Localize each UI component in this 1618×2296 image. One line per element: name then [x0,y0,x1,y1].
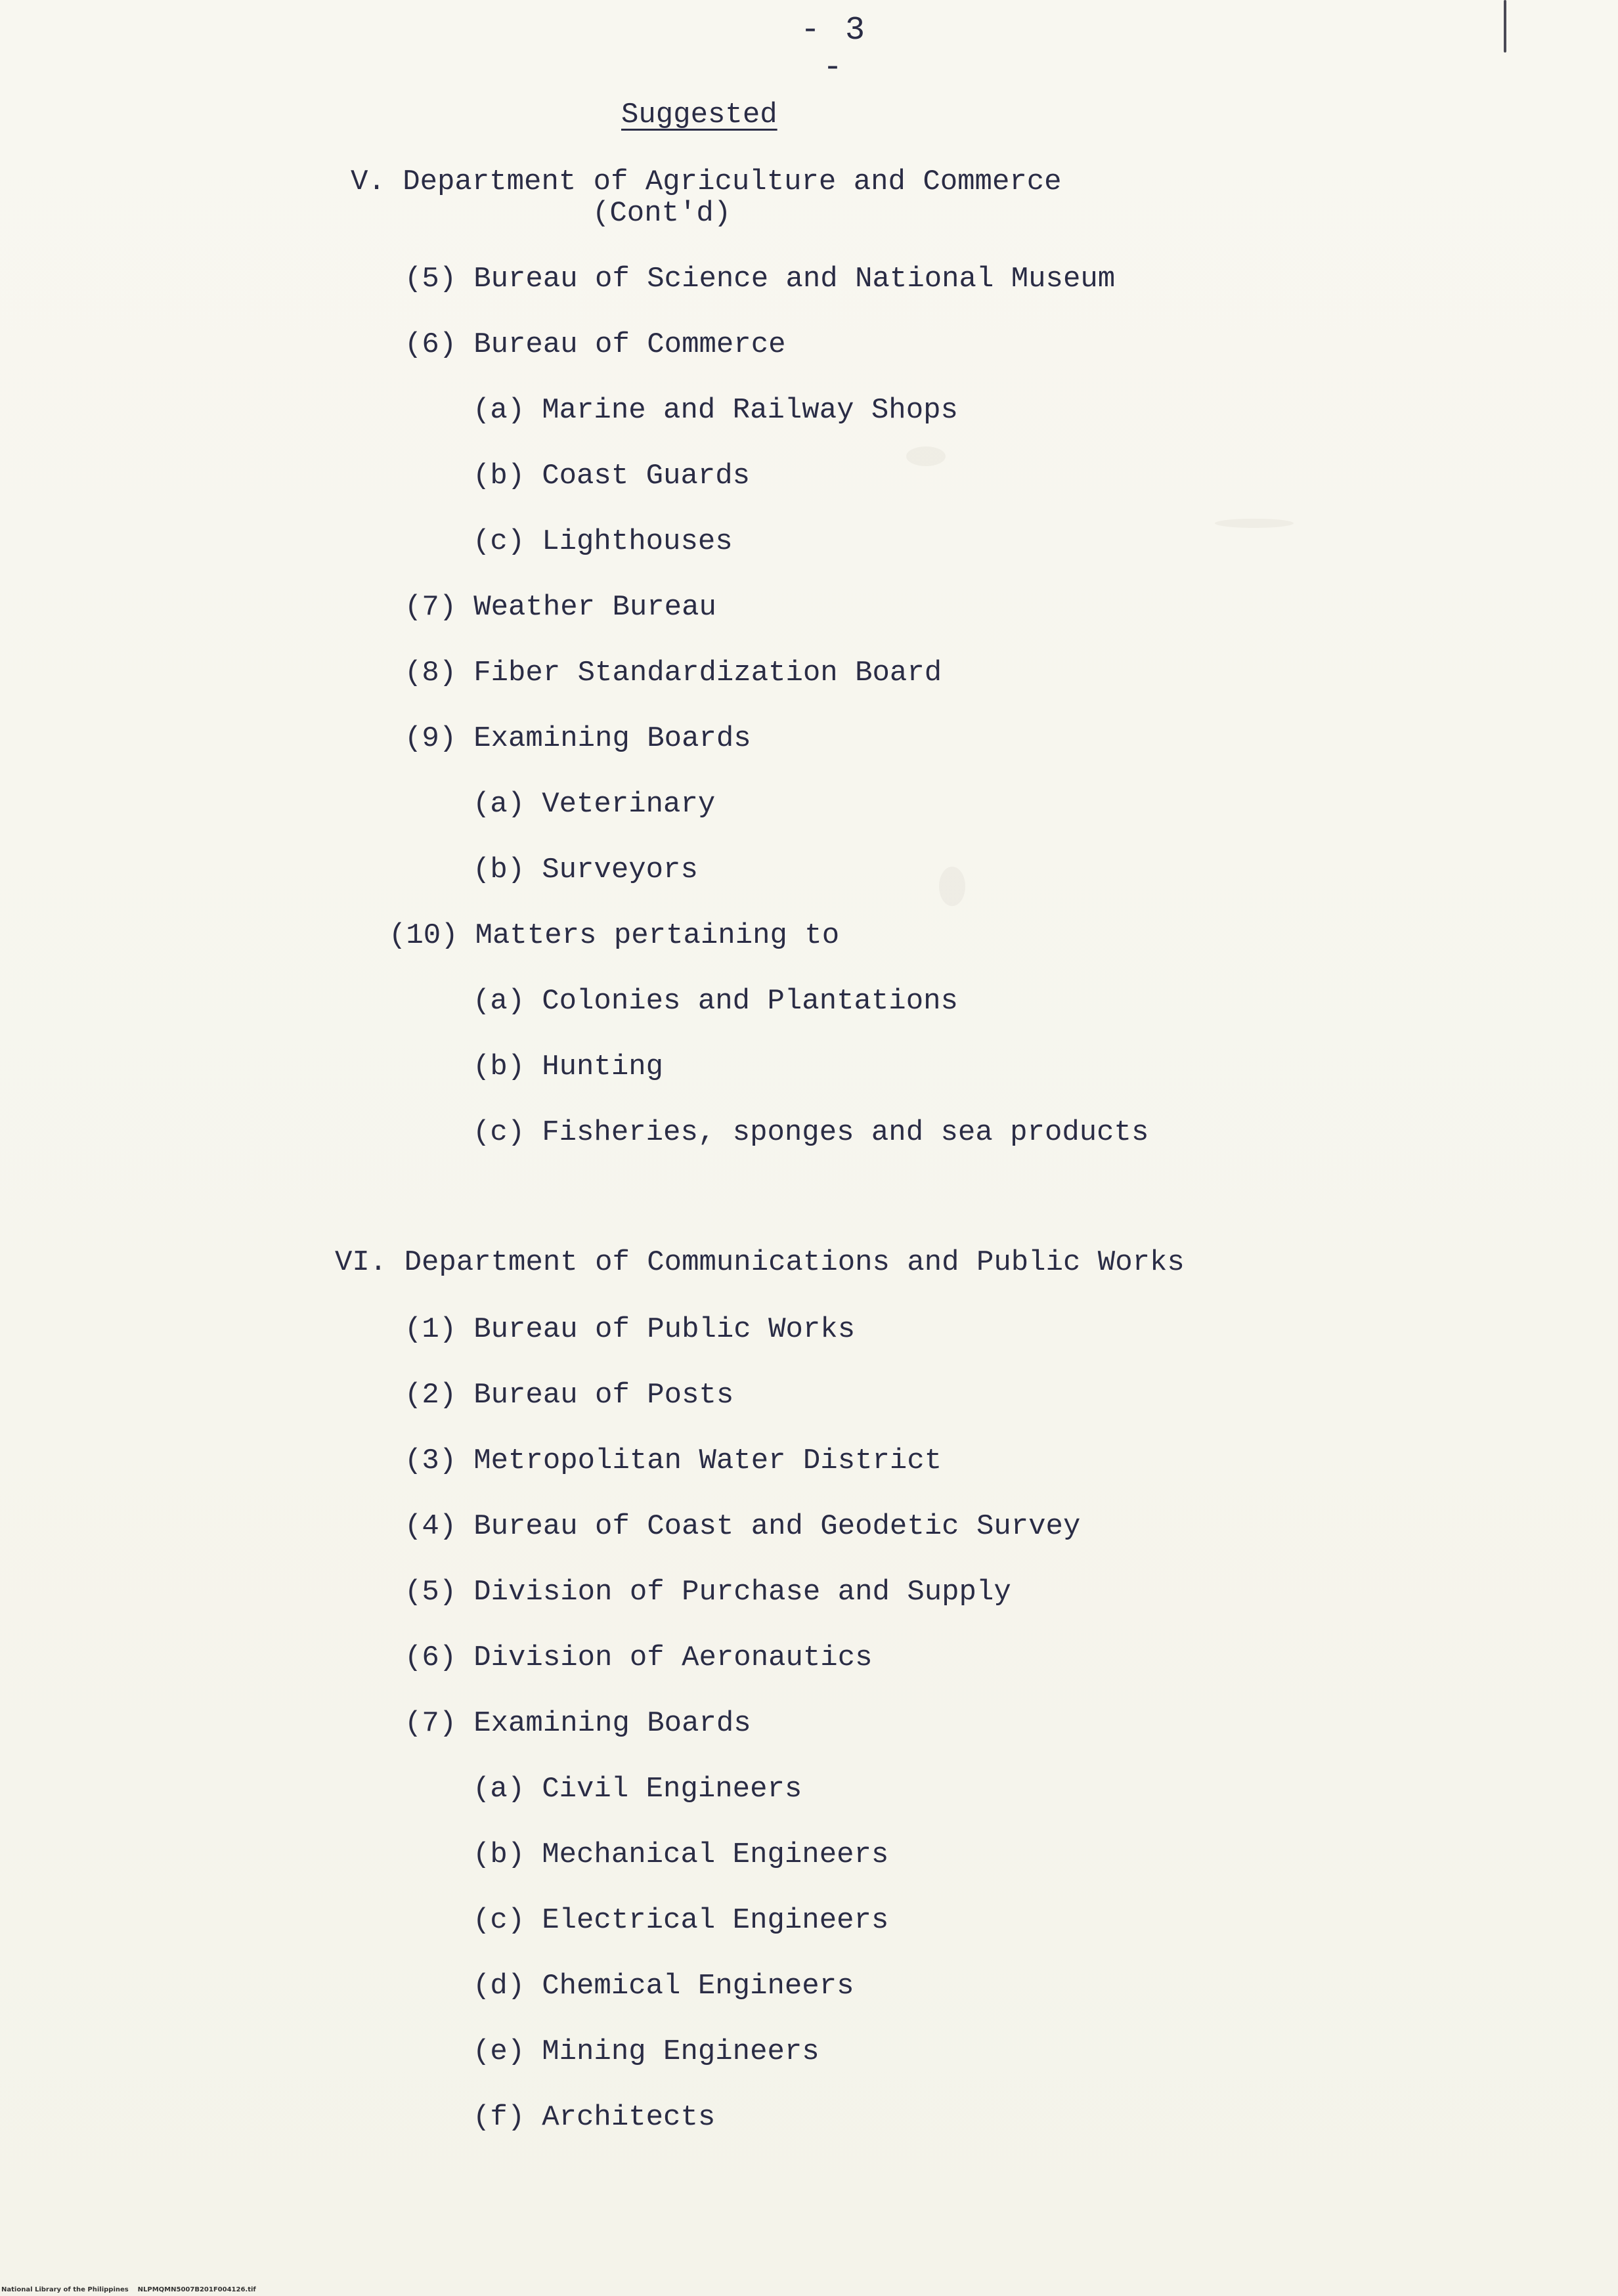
item-number: (c) [473,1904,525,1937]
item-number: (1) [404,1313,457,1346]
list-item [473,460,750,492]
item-number: (4) [404,1510,457,1543]
item-text: Bureau of Coast and Geodetic Survey [473,1510,1081,1543]
page-number: - 3 - [800,12,867,87]
section-vi-title: VI. Department of Communications and Public Works [335,1246,1185,1279]
item-text: Bureau of Public Works [473,1313,856,1346]
list-item [404,1576,1011,1609]
item-number: (6) [404,328,457,361]
list-item [473,2035,820,2068]
list-item [389,919,839,952]
item-text: Mechanical Engineers [542,1838,889,1871]
item-text: Metropolitan Water District [473,1444,942,1477]
list-item [473,1051,663,1083]
list-item [404,328,786,361]
list-item [473,1838,888,1871]
item-text: Coast Guards [542,460,751,492]
item-number: (b) [473,854,525,886]
heading-suggested: Suggested [621,98,777,131]
list-item [404,1510,1080,1543]
page-smudge [939,867,965,906]
list-item [473,788,715,821]
list-item [404,1313,855,1346]
section-v-title: V. Department of Agriculture and Commerce [351,165,1062,198]
item-text: Mining Engineers [542,2035,820,2068]
item-number: (b) [473,1051,525,1083]
item-text: Electrical Engineers [542,1904,889,1937]
list-item [473,525,733,558]
page-smudge [906,446,946,466]
item-text: Examining Boards [473,722,751,755]
item-text: Civil Engineers [542,1773,802,1806]
page-smudge [1215,519,1294,528]
list-item [473,1773,802,1806]
item-text: Fiber Standardization Board [473,657,942,689]
item-text: Bureau of Commerce [473,328,786,361]
item-number: (a) [473,985,525,1018]
item-text: Marine and Railway Shops [542,394,958,427]
item-number: (a) [473,788,525,821]
list-item [473,1116,1148,1149]
list-item [473,854,698,886]
item-text: Bureau of Science and National Museum [473,263,1116,295]
list-item [404,657,942,689]
list-item [404,1641,873,1674]
item-number: (8) [404,657,457,689]
item-number: (5) [404,263,457,295]
item-text: Hunting [542,1051,664,1083]
item-number: (2) [404,1379,457,1412]
list-item [404,591,716,624]
item-text: Fisheries, sponges and sea products [542,1116,1149,1149]
item-number: (7) [404,591,457,624]
item-number: (b) [473,1838,525,1871]
list-item [404,263,1115,295]
item-number: (3) [404,1444,457,1477]
list-item [473,2101,715,2134]
item-text: Lighthouses [542,525,733,558]
list-item [404,1379,733,1412]
item-text: Weather Bureau [473,591,716,624]
list-item [404,722,751,755]
item-number: (5) [404,1576,457,1609]
list-item [473,1970,854,2003]
item-text: Chemical Engineers [542,1970,854,2003]
item-number: (a) [473,1773,525,1806]
item-number: (9) [404,722,457,755]
item-number: (10) [389,919,458,952]
list-item [404,1707,751,1740]
item-text: Division of Aeronautics [473,1641,873,1674]
item-text: Division of Purchase and Supply [473,1576,1011,1609]
item-number: (e) [473,2035,525,2068]
footer-caption: National Library of the Philippines NLPMQMN5007B201F004126.tif [1,2286,256,2293]
item-number: (d) [473,1970,525,2003]
item-number: (b) [473,460,525,492]
item-text: Veterinary [542,788,716,821]
item-text: Architects [542,2101,716,2134]
margin-mark [1504,0,1506,53]
item-text: Colonies and Plantations [542,985,958,1018]
section-v-subtitle: (Cont'd) [592,197,732,230]
list-item [404,1444,942,1477]
item-number: (c) [473,525,525,558]
list-item [473,394,958,427]
item-text: Surveyors [542,854,698,886]
item-text: Examining Boards [473,1707,751,1740]
item-number: (a) [473,394,525,427]
item-number: (7) [404,1707,457,1740]
list-item [473,1904,888,1937]
item-number: (f) [473,2101,525,2134]
item-text: Bureau of Posts [473,1379,734,1412]
item-number: (6) [404,1641,457,1674]
item-number: (c) [473,1116,525,1149]
list-item [473,985,958,1018]
item-text: Matters pertaining to [475,919,840,952]
